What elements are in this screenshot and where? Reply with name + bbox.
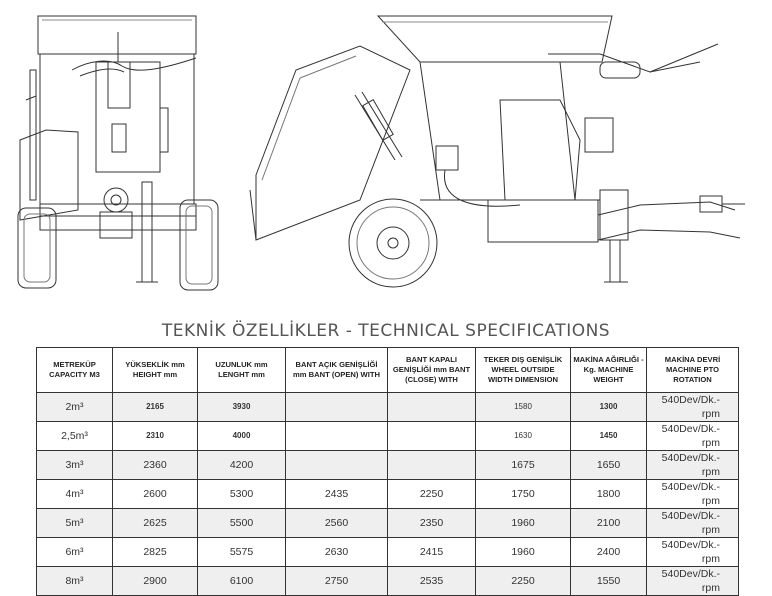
cell-band-close [388,422,476,451]
cell-wheel-width: 1960 [476,509,571,538]
table-row [37,538,739,567]
cell-capacity: 2,5m³ [37,422,113,451]
cell-pto: 540Dev/Dk.-rpm [647,509,739,538]
cell-band-open: 2560 [286,509,388,538]
cell-length: 3930 [198,393,286,422]
cell-capacity: 6m³ [37,538,113,567]
cell-height: 2825 [113,538,198,567]
cell-capacity: 3m³ [37,451,113,480]
cell-length: 4000 [198,422,286,451]
side-view-drawing [250,16,745,287]
cell-band-close: 2350 [388,509,476,538]
cell-band-close [388,393,476,422]
cell-length: 4200 [198,451,286,480]
cell-height: 2360 [113,451,198,480]
cell-band-open [286,393,388,422]
header-band-close: BANT KAPALI GENİŞLİĞİ mm BANT (CLOSE) WITH [388,348,476,393]
cell-wheel-width: 1960 [476,538,571,567]
cell-capacity: 5m³ [37,509,113,538]
table-row [37,567,739,596]
header-height: YÜKSEKLİK mm HEIGHT mm [113,348,198,393]
cell-height: 2310 [113,422,198,451]
table-row [37,393,739,422]
cell-band-open [286,451,388,480]
cell-band-open: 2630 [286,538,388,567]
cell-pto: 540Dev/Dk.-rpm [647,451,739,480]
front-view-drawing [18,16,218,290]
header-capacity: METREKÜP CAPACITY M3 [37,348,113,393]
table-row [37,509,739,538]
cell-capacity: 4m³ [37,480,113,509]
technical-specifications-table [36,347,739,596]
cell-pto: 540Dev/Dk.-rpm [647,393,739,422]
cell-weight: 1450 [571,422,647,451]
table-row [37,451,739,480]
cell-height: 2625 [113,509,198,538]
cell-height: 2900 [113,567,198,596]
cell-length: 5500 [198,509,286,538]
cell-weight: 2400 [571,538,647,567]
cell-capacity: 2m³ [37,393,113,422]
cell-band-close: 2250 [388,480,476,509]
cell-length: 5300 [198,480,286,509]
cell-length: 6100 [198,567,286,596]
header-band-open: BANT AÇIK GENİŞLİĞİ mm BANT (OPEN) WITH [286,348,388,393]
header-length: UZUNLUK mm LENGHT mm [198,348,286,393]
cell-band-open: 2750 [286,567,388,596]
cell-weight: 2100 [571,509,647,538]
cell-weight: 1650 [571,451,647,480]
cell-pto: 540Dev/Dk.-rpm [647,480,739,509]
cell-wheel-width: 1675 [476,451,571,480]
header-weight: MAKİNA AĞIRLIĞI - Kg. MACHINE WEIGHT [571,348,647,393]
cell-length: 5575 [198,538,286,567]
cell-weight: 1300 [571,393,647,422]
header-wheel-width: TEKER DIŞ GENİŞLİK WHEEL OUTSIDE WIDTH DIMENSION [476,348,571,393]
table-header-row [37,348,739,393]
cell-band-open [286,422,388,451]
table-row [37,422,739,451]
page-title: TEKNİK ÖZELLİKLER - TECHNICAL SPECIFICATIONS [161,321,611,341]
cell-band-open: 2435 [286,480,388,509]
cell-height: 2600 [113,480,198,509]
cell-pto: 540Dev/Dk.-rpm [647,422,739,451]
cell-wheel-width: 1750 [476,480,571,509]
cell-wheel-width: 1580 [476,393,571,422]
cell-band-close [388,451,476,480]
cell-wheel-width: 1630 [476,422,571,451]
cell-wheel-width: 2250 [476,567,571,596]
cell-band-close: 2415 [388,538,476,567]
cell-pto: 540Dev/Dk.-rpm [647,567,739,596]
cell-capacity: 8m³ [37,567,113,596]
header-pto: MAKİNA DEVRİ MACHINE PTO ROTATION [647,348,739,393]
cell-band-close: 2535 [388,567,476,596]
cell-pto: 540Dev/Dk.-rpm [647,538,739,567]
cell-weight: 1800 [571,480,647,509]
table-row [37,480,739,509]
cell-height: 2165 [113,393,198,422]
cell-weight: 1550 [571,567,647,596]
